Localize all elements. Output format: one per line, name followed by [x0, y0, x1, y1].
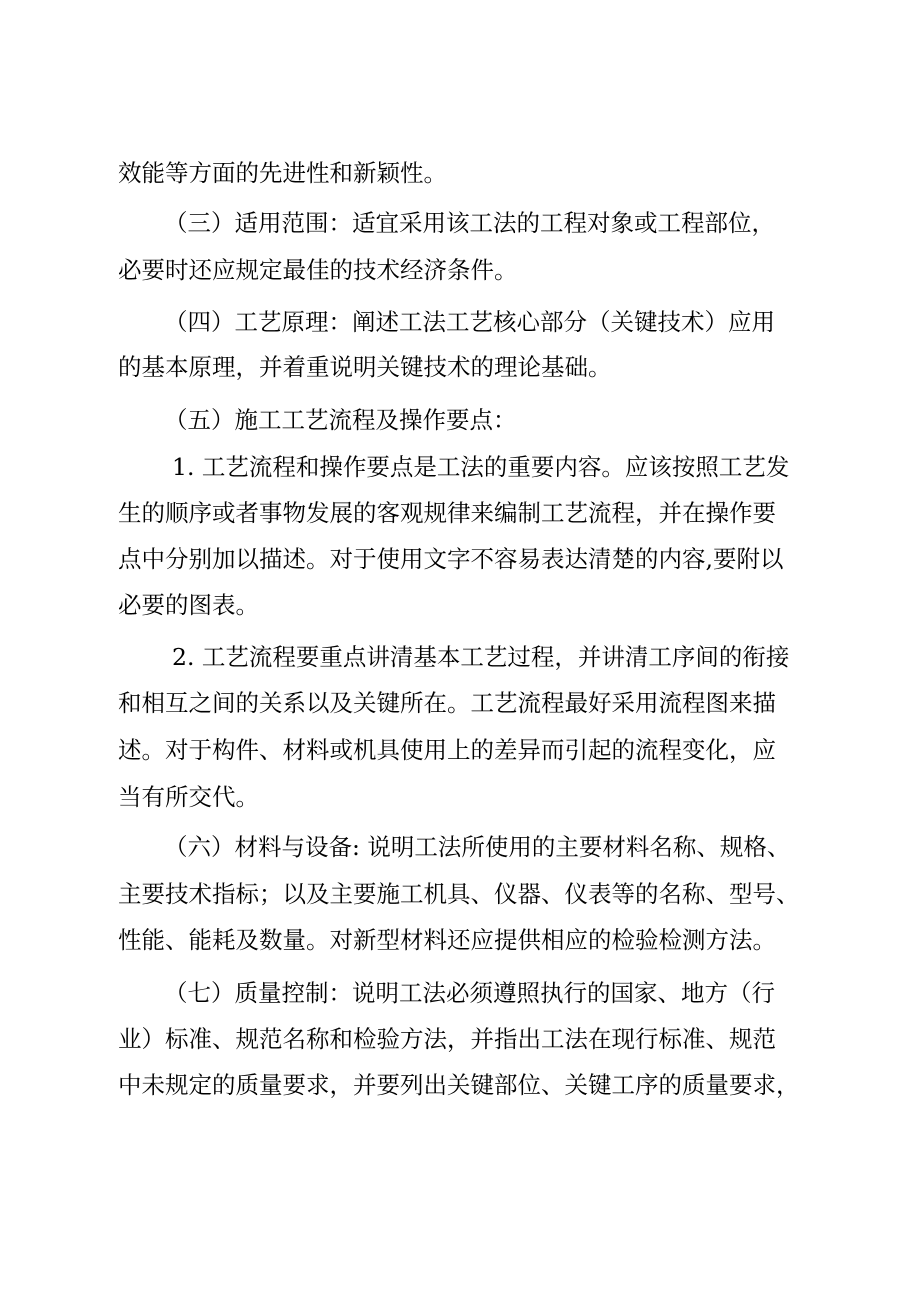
- paragraph-line: 必要的图表。: [118, 591, 259, 619]
- paragraph-line: 当有所交代。: [118, 783, 259, 811]
- paragraph-line: 性能、能耗及数量。对新型材料还应提供相应的检验检测方法。: [118, 926, 776, 954]
- paragraph-line: 效能等方面的先进性和新颖性。: [118, 159, 447, 187]
- section-heading-line: （四）工艺原理：阐述工法工艺核心部分（关键技术）应用: [164, 308, 775, 336]
- paragraph-line: 必要时还应规定最佳的技术经济条件。: [118, 256, 518, 284]
- section-heading-line: （六）材料与设备: 说明工法所使用的主要材料名称、规格、: [164, 833, 791, 861]
- paragraph-line: 的基本原理，并着重说明关键技术的理论基础。: [118, 353, 612, 381]
- paragraph-line: 主要技术指标；以及主要施工机具、仪器、仪表等的名称、型号、: [118, 880, 800, 908]
- numbered-item-line: 2. 工艺流程要重点讲清基本工艺过程，并讲清工序间的衔接: [172, 643, 790, 671]
- section-heading-line: （五）施工工艺流程及操作要点：: [164, 406, 517, 434]
- section-heading-line: （三）适用范围：适宜采用该工法的工程对象或工程部位，: [164, 209, 775, 237]
- section-heading-line: （七）质量控制：说明工法必须遵照执行的国家、地方（行: [164, 979, 775, 1007]
- paragraph-line: 点中分别加以描述。对于使用文字不容易表达清楚的内容,要附以: [118, 545, 784, 573]
- paragraph-line: 和相互之间的关系以及关键所在。工艺流程最好采用流程图来描: [118, 689, 776, 717]
- numbered-item-line: 1. 工艺流程和操作要点是工法的重要内容。应该按照工艺发: [172, 453, 790, 481]
- paragraph-line: 业）标准、规范名称和检验方法，并指出工法在现行标准、规范: [118, 1025, 776, 1053]
- paragraph-line: 中未规定的质量要求，并要列出关键部位、关键工序的质量要求，: [118, 1071, 800, 1099]
- paragraph-line: 述。对于构件、材料或机具使用上的差异而引起的流程变化，应: [118, 736, 776, 764]
- paragraph-line: 生的顺序或者事物发展的客观规律来编制工艺流程，并在操作要: [118, 499, 776, 527]
